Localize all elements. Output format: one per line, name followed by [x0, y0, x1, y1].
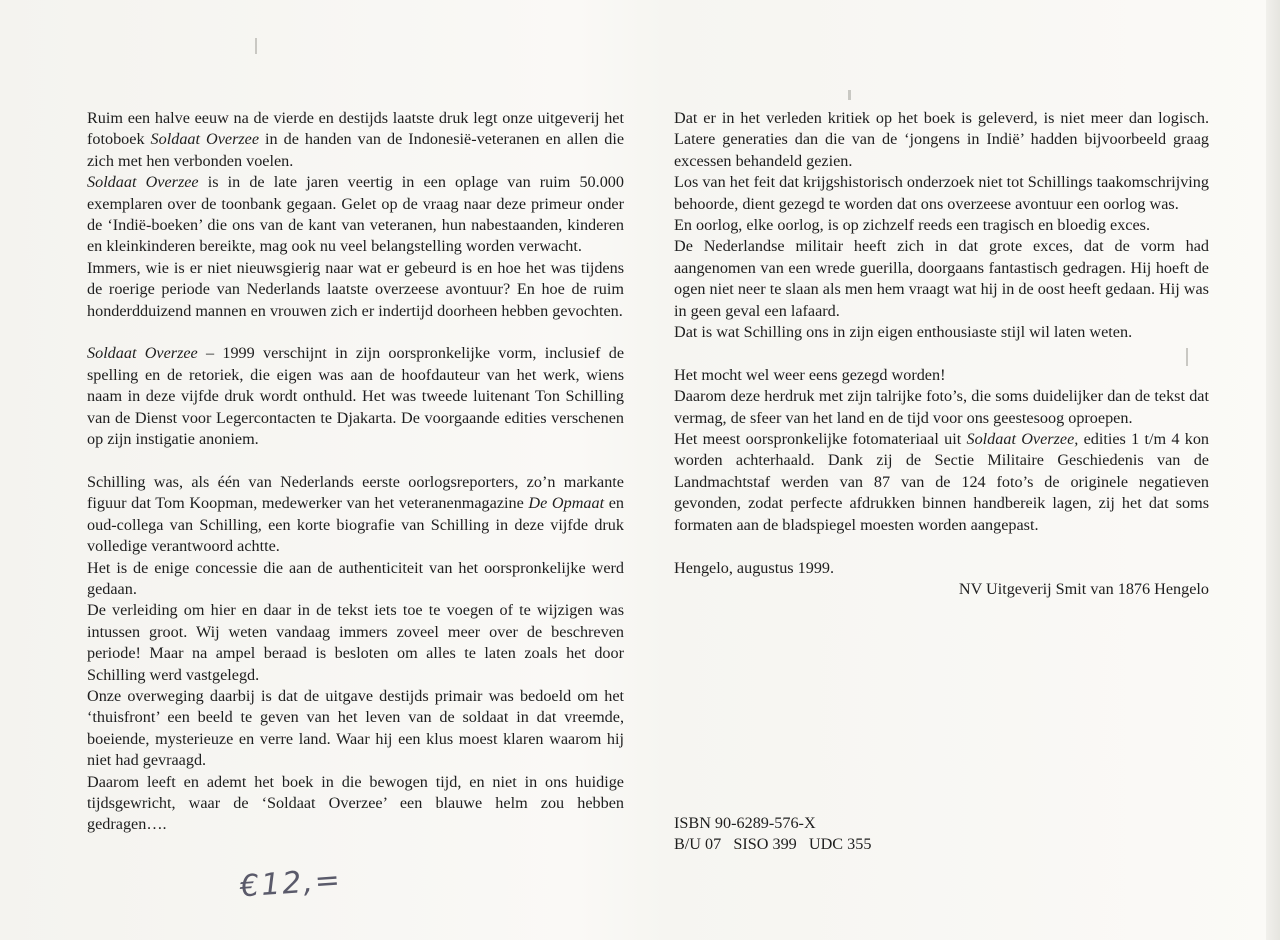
paragraph: De Nederlandse militair heeft zich in dat grote exces, dat de vorm had aangenomen van een wrede guerilla, doorgaans fantastisch gedragen. Hij hoeft de ogen niet neer te slaan als men hem vraagt wat hij in de oost heeft gedaan. Hij was in geen geval een lafaard.	[674, 237, 1209, 320]
place-date: Hengelo, augustus 1999.	[674, 558, 835, 577]
scan-speck	[848, 90, 851, 100]
paragraph: Dat is wat Schilling ons in zijn eigen enthousiaste stijl wil laten weten.	[674, 323, 1133, 342]
paragraph: Het mocht wel weer eens gezegd worden!	[674, 365, 946, 384]
paragraph: Het is de enige concessie die aan de authenticiteit van het oorspronkelijke werd gedaan.	[87, 558, 624, 598]
left-text-column	[87, 108, 624, 836]
paragraph: Soldaat Overzee – 1999 verschijnt in zijn oorspronkelijke vorm, inclusief de spelling en de retoriek, die eigen was aan de hoofdauteur van het werk, wiens naam in deze vijfde druk wordt onthuld. Het was tweede luitenant Ton Schilling van de Dienst voor Legercontacten te Djakarta. De voorgaande edities verschenen op zijn instigatie anoniem.	[87, 344, 624, 449]
colophon	[674, 813, 871, 856]
right-text-column	[674, 108, 1209, 600]
classification-codes: B/U 07 SISO 399 UDC 355	[674, 835, 872, 854]
paragraph: Daarom leeft en ademt het boek in die bewogen tijd, en niet in ons huidige tijdsgewricht, waar de ‘Soldaat Overzee’ een blauwe helm zou hebben gedragen….	[87, 772, 624, 834]
paragraph: Soldaat Overzee is in de late jaren veertig in een oplage van ruim 50.000 exemplaren over de toonbank gegaan. Gelet op de vraag naar deze primeur onder de ‘Indië-boeken’ die ons van de kant van veteranen, hun nabestaanden, kinderen en kleinkinderen bereikte, mag ook nu veel belangstelling worden verwacht.	[87, 173, 624, 256]
paragraph: Ruim een halve eeuw na de vierde en destijds laatste druk legt onze uitgeverij het fotoboek Soldaat Overzee in de handen van de Indonesië-veteranen en allen die zich met hen verbonden voelen.	[87, 109, 625, 170]
paragraph: Daarom deze herdruk met zijn talrijke foto’s, die soms duidelijker dan de tekst dat vermag, de sfeer van het land en de tijd voor ons geestesoog oproepen.	[674, 387, 1209, 427]
publisher-signature: NV Uitgeverij Smit van 1876 Hengelo	[958, 579, 1209, 598]
paragraph: Dat er in het verleden kritiek op het boek is geleverd, is niet meer dan logisch. Latere generaties dan die van de ‘jongens in Indië’ hadden bijvoorbeeld graag excessen behandeld gezien.	[674, 109, 1209, 170]
paragraph: Onze overweging daarbij is dat de uitgave destijds primair was bedoeld om het ‘thuisfront’ een beeld te geven van het leven van de soldaat in dat vreemde, boeiende, mysterieuze en verre land. Waar hij een klus moest klaren waarom hij niet had gevraagd.	[87, 686, 624, 770]
scan-speck	[255, 38, 257, 54]
paragraph: En oorlog, elke oorlog, is op zichzelf reeds een tragisch en bloedig exces.	[674, 216, 1151, 235]
isbn-line: ISBN 90-6289-576-X	[674, 814, 816, 832]
paragraph: Immers, wie is er niet nieuwsgierig naar wat er gebeurd is en hoe het was tijdens de roerige periode van Nederlands laatste overzeese avontuur? En hoe de ruim honderdduizend mannen en vrouwen zich er indertijd doorheen hebben gevochten.	[87, 258, 624, 320]
paragraph: De verleiding om hier en daar in de tekst iets toe te voegen of te wijzigen was intussen groot. Wij weten vandaag immers zoveel meer over de beschreven periode! Maar na ampel beraad is besloten om alles te laten zoals het door Schilling werd vastgelegd.	[87, 601, 624, 684]
paragraph: Schilling was, als één van Nederlands eerste oorlogsreporters, zo’n markante figuur dat Tom Koopman, medewerker van het veteranenmagazine De Opmaat en oud-collega van Schilling, een korte biografie van Schilling in deze vijfde druk volledige verantwoord achtte.	[87, 472, 624, 556]
paragraph: Het meest oorspronkelijke fotomateriaal uit Soldaat Overzee, edities 1 t/m 4 kon worden achterhaald. Dank zij de Sectie Militaire Geschiedenis van de Landmachtstaf werden van 87 van de 124 foto’s de originele negatieven gevonden, zodat perfecte afdrukken binnen handbereik lagen, zij het dat soms formaten aan de bladspiegel moesten worden aangepast.	[674, 430, 1210, 534]
page-edge-shadow	[1266, 0, 1280, 940]
handwritten-price: €12,=	[238, 862, 344, 905]
paragraph: Los van het feit dat krijgshistorisch onderzoek niet tot Schillings taakomschrijving behoorde, dient gezegd te worden dat ons overzeese avontuur een oorlog was.	[674, 173, 1209, 213]
